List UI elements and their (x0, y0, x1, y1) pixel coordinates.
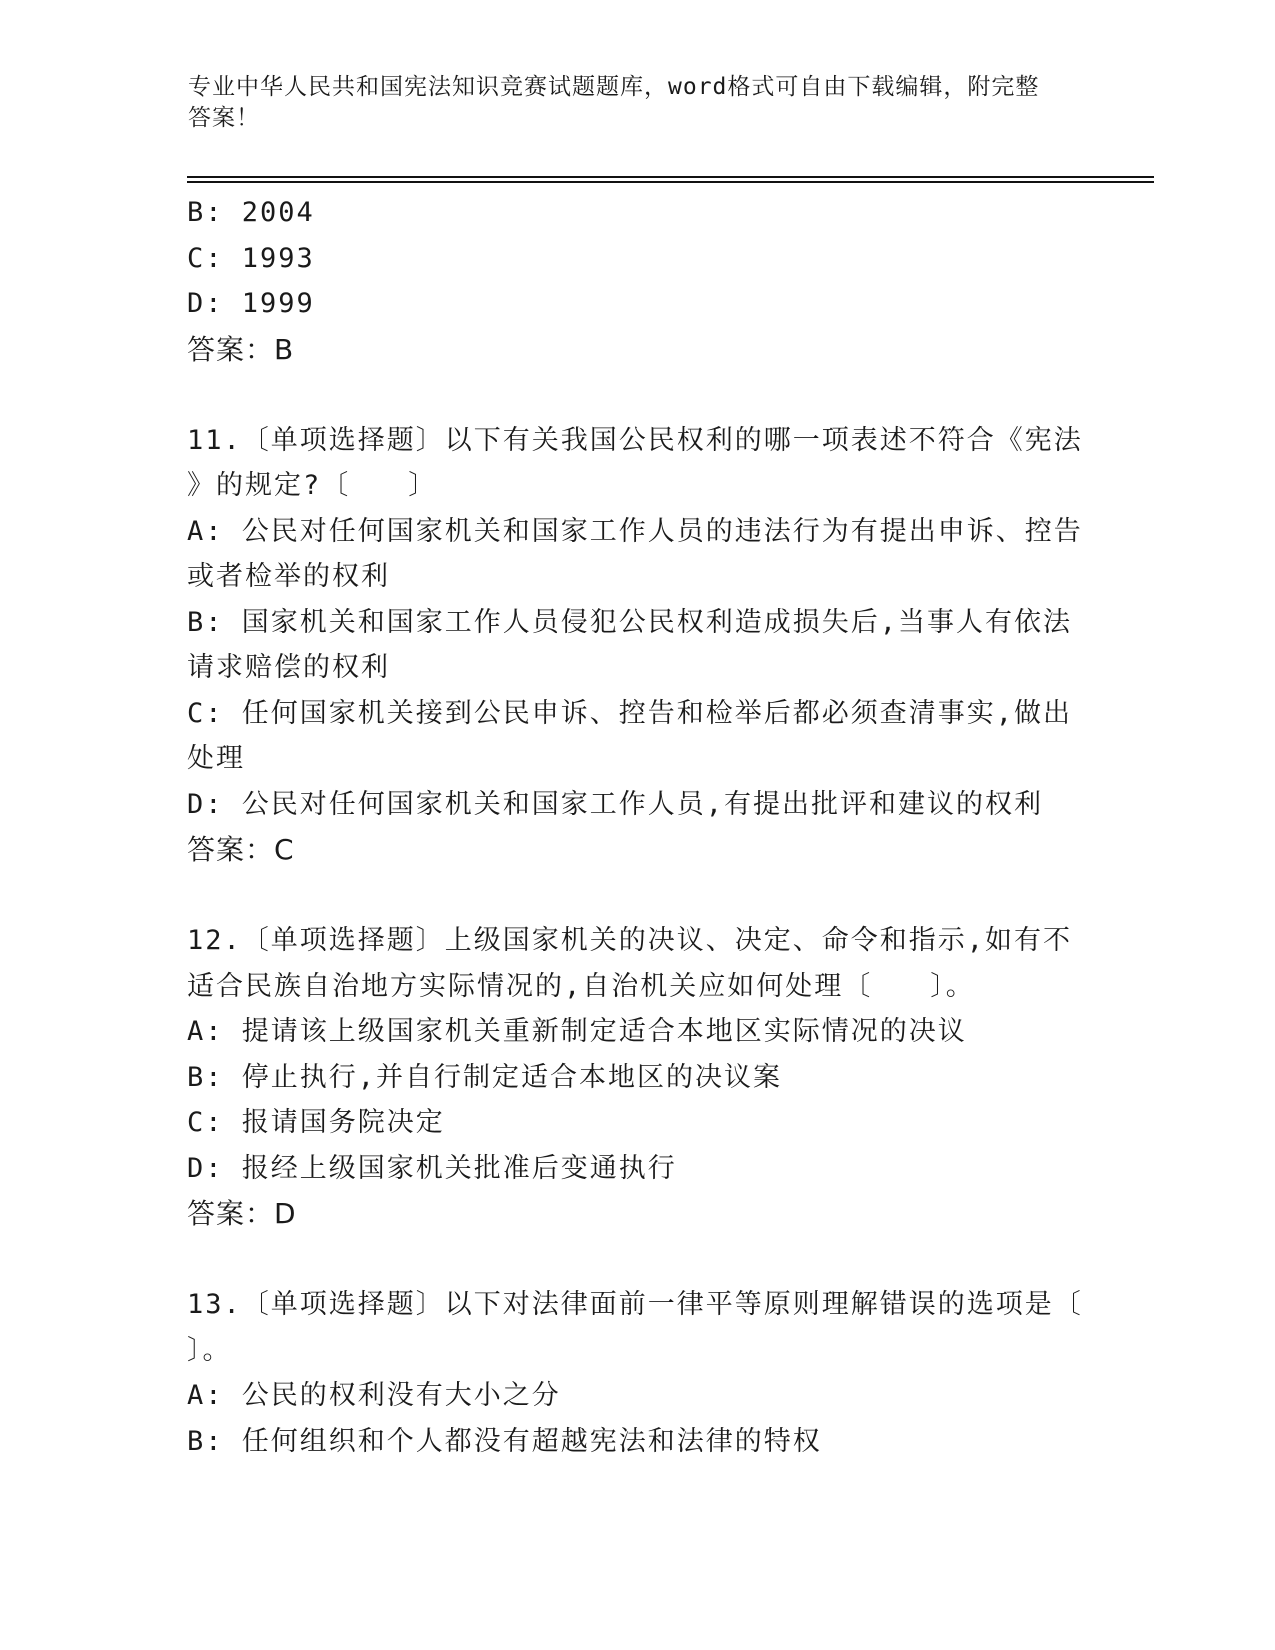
option-d: D: 1999 (187, 288, 315, 319)
header-rule-bottom (187, 181, 1154, 183)
question-stem-line: 11.〔单项选择题〕以下有关我国公民权利的哪一项表述不符合《宪法 (187, 424, 1083, 456)
option-c: C: 任何国家机关接到公民申诉、控告和检举后都必须查清事实,做出 (187, 697, 1073, 729)
answer: 答案：C (187, 833, 295, 866)
question-stem-line: 〕。 (187, 1334, 232, 1366)
question-12 (187, 918, 1087, 1237)
question-13 (187, 1282, 1087, 1464)
option-a-cont: 或者检举的权利 (187, 561, 390, 592)
option-a: A: 提请该上级国家机关重新制定适合本地区实际情况的决议 (187, 1016, 967, 1047)
header-line-1: 专业中华人民共和国宪法知识竞赛试题题库，word格式可自由下载编辑，附完整 (188, 74, 1040, 100)
header-line-2: 答案！ (188, 105, 260, 131)
option-d: D: 公民对任何国家机关和国家工作人员,有提出批评和建议的权利 (187, 788, 1044, 820)
option-b-cont: 请求赔偿的权利 (187, 652, 390, 683)
header-rule-top (187, 176, 1154, 178)
option-b: B: 国家机关和国家工作人员侵犯公民权利造成损失后,当事人有依法 (187, 606, 1073, 638)
question-stem-line: 》的规定?〔 〕 (187, 470, 438, 501)
spacer (187, 1237, 1087, 1283)
question-10-continued (187, 190, 1087, 372)
option-c: C: 报请国务院决定 (187, 1107, 445, 1138)
option-a: A: 公民的权利没有大小之分 (187, 1380, 561, 1411)
answer: 答案：D (187, 1197, 297, 1230)
option-a: A: 公民对任何国家机关和国家工作人员的违法行为有提出申诉、控告 (187, 515, 1083, 547)
question-stem-line: 12.〔单项选择题〕上级国家机关的决议、决定、命令和指示,如有不 (187, 925, 1073, 956)
question-11 (187, 418, 1087, 873)
document-header (188, 72, 1068, 134)
option-d: D: 报经上级国家机关批准后变通执行 (187, 1152, 677, 1184)
option-c: C: 1993 (187, 242, 315, 274)
option-c-cont: 处理 (187, 743, 245, 774)
question-stem-line: 适合民族自治地方实际情况的,自治机关应如何处理〔 〕。 (187, 970, 975, 1002)
option-b: B: 停止执行,并自行制定适合本地区的决议案 (187, 1061, 783, 1093)
document-body (187, 190, 1087, 1464)
option-b: B: 2004 (187, 197, 315, 228)
option-b: B: 任何组织和个人都没有超越宪法和法律的特权 (187, 1425, 822, 1457)
answer: 答案：B (187, 332, 295, 366)
spacer (187, 372, 1087, 418)
spacer (187, 873, 1087, 919)
question-stem-line: 13.〔单项选择题〕以下对法律面前一律平等原则理解错误的选项是〔 (187, 1289, 1083, 1320)
